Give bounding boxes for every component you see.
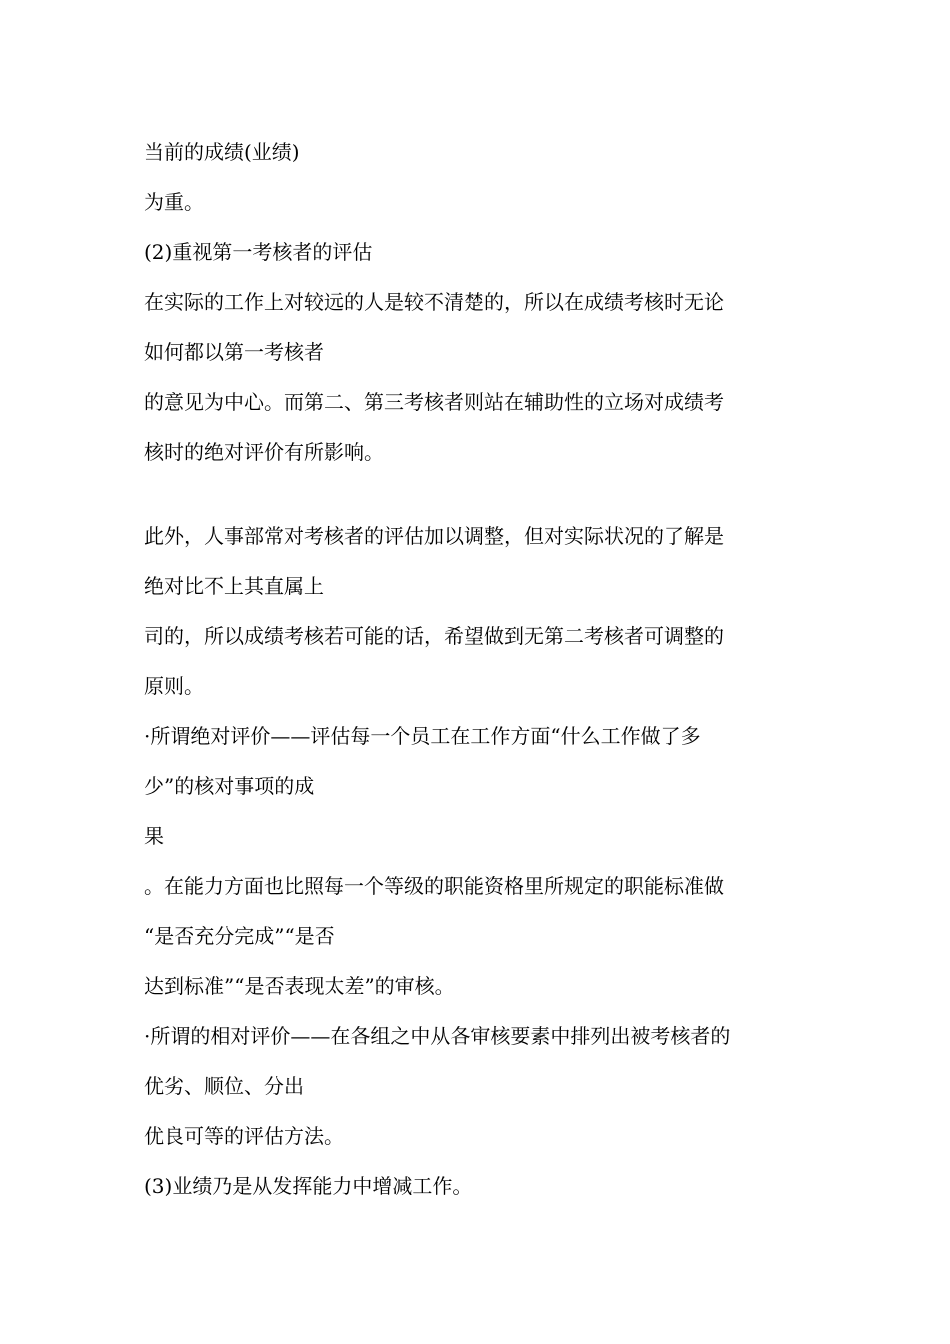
text-line: 此外，人事部常对考核者的评估加以调整，但对实际状况的了解是 (144, 524, 724, 548)
text-line: 。在能力方面也比照每一个等级的职能资格里所规定的职能标准做 (144, 874, 724, 898)
text-line: 司的，所以成绩考核若可能的话，希望做到无第二考核者可调整的 (144, 624, 724, 648)
text-line: 当前的成绩(业绩) (144, 140, 300, 164)
text-line: 优劣、顺位、分出 (144, 1074, 304, 1098)
text-line: 原则。 (144, 674, 204, 698)
section-heading: (3)业绩乃是从发挥能力中增减工作。 (144, 1174, 473, 1198)
text-line: 核时的绝对评价有所影响。 (144, 440, 384, 464)
text-line: 达到标准”“是否表现太差”的审核。 (144, 974, 455, 998)
document-body (144, 133, 810, 1217)
paragraph-gap (144, 483, 810, 517)
bullet-line: ·所谓绝对评价——评估每一个员工在工作方面“什么工作做了多 (144, 724, 701, 748)
text-line: 的意见为中心。而第二、第三考核者则站在辅助性的立场对成绩考 (144, 390, 724, 414)
text-line: 如何都以第一考核者 (144, 340, 324, 364)
text-line: 绝对比不上其直属上 (144, 574, 324, 598)
text-line: 为重。 (144, 190, 204, 214)
text-line: 在实际的工作上对较远的人是较不清楚的，所以在成绩考核时无论 (144, 290, 724, 314)
bullet-line: ·所谓的相对评价——在各组之中从各审核要素中排列出被考核者的 (144, 1024, 731, 1048)
text-line: “是否充分完成”“是否 (144, 924, 335, 948)
text-line: 优良可等的评估方法。 (144, 1124, 344, 1148)
text-line: 果 (144, 824, 164, 848)
section-heading: (2)重视第一考核者的评估 (144, 240, 373, 264)
text-line: 少”的核对事项的成 (144, 774, 315, 798)
